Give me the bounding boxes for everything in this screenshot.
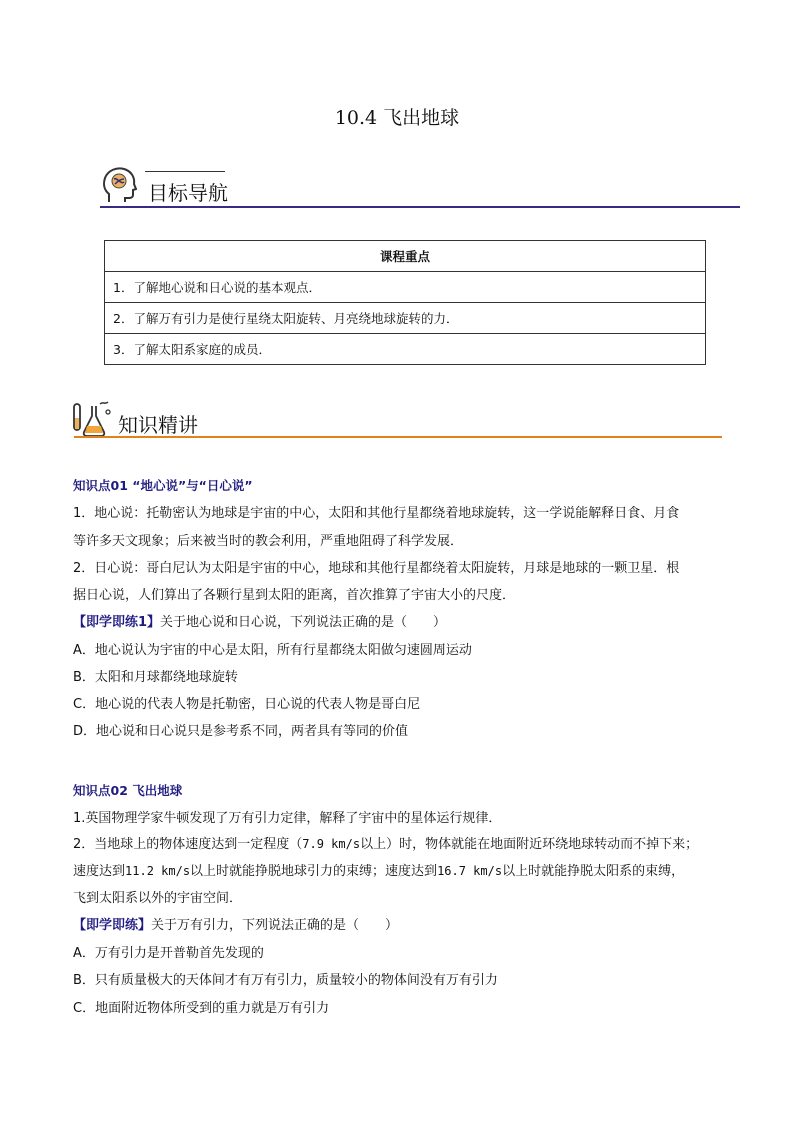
section-rule-goals: [100, 206, 740, 208]
kp2-heading: 知识点02 飞出地球: [73, 783, 183, 798]
kp1-heading: 知识点01 “地心说”与“日心说”: [73, 478, 253, 493]
table-header: 课程重点: [105, 241, 706, 272]
section-rule-knowledge: [74, 436, 722, 438]
exercise-question: 关于万有引力，下列说法正确的是（ ）: [151, 918, 399, 933]
text-span: 2．当地球上的物体速度达到一定程度（: [73, 837, 303, 852]
lab-flask-icon: [70, 398, 112, 438]
section-title-goals: 目标导航: [148, 181, 228, 205]
option-d: D．地心说和日心说只是参考系不同，两者具有等同的价值: [73, 724, 409, 739]
option-a: A．万有引力是开普勒首先发现的: [73, 946, 264, 961]
kp1-para1-line2: 等许多天文现象；后来被当时的教会利用，严重地阻碍了科学发展．: [73, 534, 464, 549]
page-title: 10.4 飞出地球: [334, 107, 460, 129]
exercise-tag: 【即学即练1】: [73, 615, 161, 630]
kp1-exercise: [73, 611, 446, 630]
text-span: 以上时就能挣脱太阳系的束缚，: [502, 864, 685, 879]
speed-value: 11.2 km/s: [125, 864, 191, 878]
text-span: 以上）时，物体就能在地面附近环绕地球转动而不掉下来；: [360, 837, 699, 852]
text-span: 速度达到: [73, 864, 126, 879]
speed-value: 16.7 km/s: [437, 864, 503, 878]
kp2-exercise: [73, 914, 398, 933]
option-b: B．只有质量极大的天体间才有万有引力，质量较小的物体间没有万有引力: [73, 973, 498, 988]
section-top-rule: [145, 171, 225, 172]
exercise-question: 关于地心说和日心说，下列说法正确的是（ ）: [160, 615, 447, 630]
kp2-para1: 1.英国物理学家牛顿发现了万有引力定律，解释了宇宙中的星体运行规律．: [73, 811, 502, 826]
kp1-para2-line1: 2．日心说：哥白尼认为太阳是宇宙的中心，地球和其他行星都绕着太阳旋转，月球是地球的一颗卫星．根: [73, 561, 680, 576]
kp2-para2-line1: [73, 833, 698, 852]
table-row: 1．了解地心说和日心说的基本观点．: [105, 272, 706, 303]
speed-value: 7.9 km/s: [302, 837, 361, 851]
kp1-para2-line2: 据日心说，人们算出了各颗行星到太阳的距离，首次推算了宇宙大小的尺度．: [73, 588, 516, 603]
option-a: A．地心说认为宇宙的中心是太阳，所有行星都绕太阳做匀速圆周运动: [73, 643, 472, 658]
option-c: C．地面附近物体所受到的重力就是万有引力: [73, 1001, 330, 1016]
option-c: C．地心说的代表人物是托勒密，日心说的代表人物是哥白尼: [73, 697, 421, 712]
course-focus-table: [104, 240, 706, 365]
brain-head-icon: [103, 166, 137, 206]
section-title-knowledge: 知识精讲: [118, 413, 198, 437]
kp1-para1-line1: 1．地心说：托勒密认为地球是宇宙的中心，太阳和其他行星都绕着地球旋转，这一学说能解释日食、月食: [73, 506, 680, 521]
kp2-para2-line2: [73, 860, 684, 879]
exercise-tag: 【即学即练】: [73, 918, 152, 933]
table-row: 2．了解万有引力是使行星绕太阳旋转、月亮绕地球旋转的力．: [105, 303, 706, 334]
kp2-para2-line3: 飞到太阳系以外的宇宙空间．: [73, 891, 243, 906]
option-b: B．太阳和月球都绕地球旋转: [73, 670, 238, 685]
table-row: 3．了解太阳系家庭的成员．: [105, 334, 706, 365]
text-span: 以上时就能挣脱地球引力的束缚；速度达到: [190, 864, 438, 879]
